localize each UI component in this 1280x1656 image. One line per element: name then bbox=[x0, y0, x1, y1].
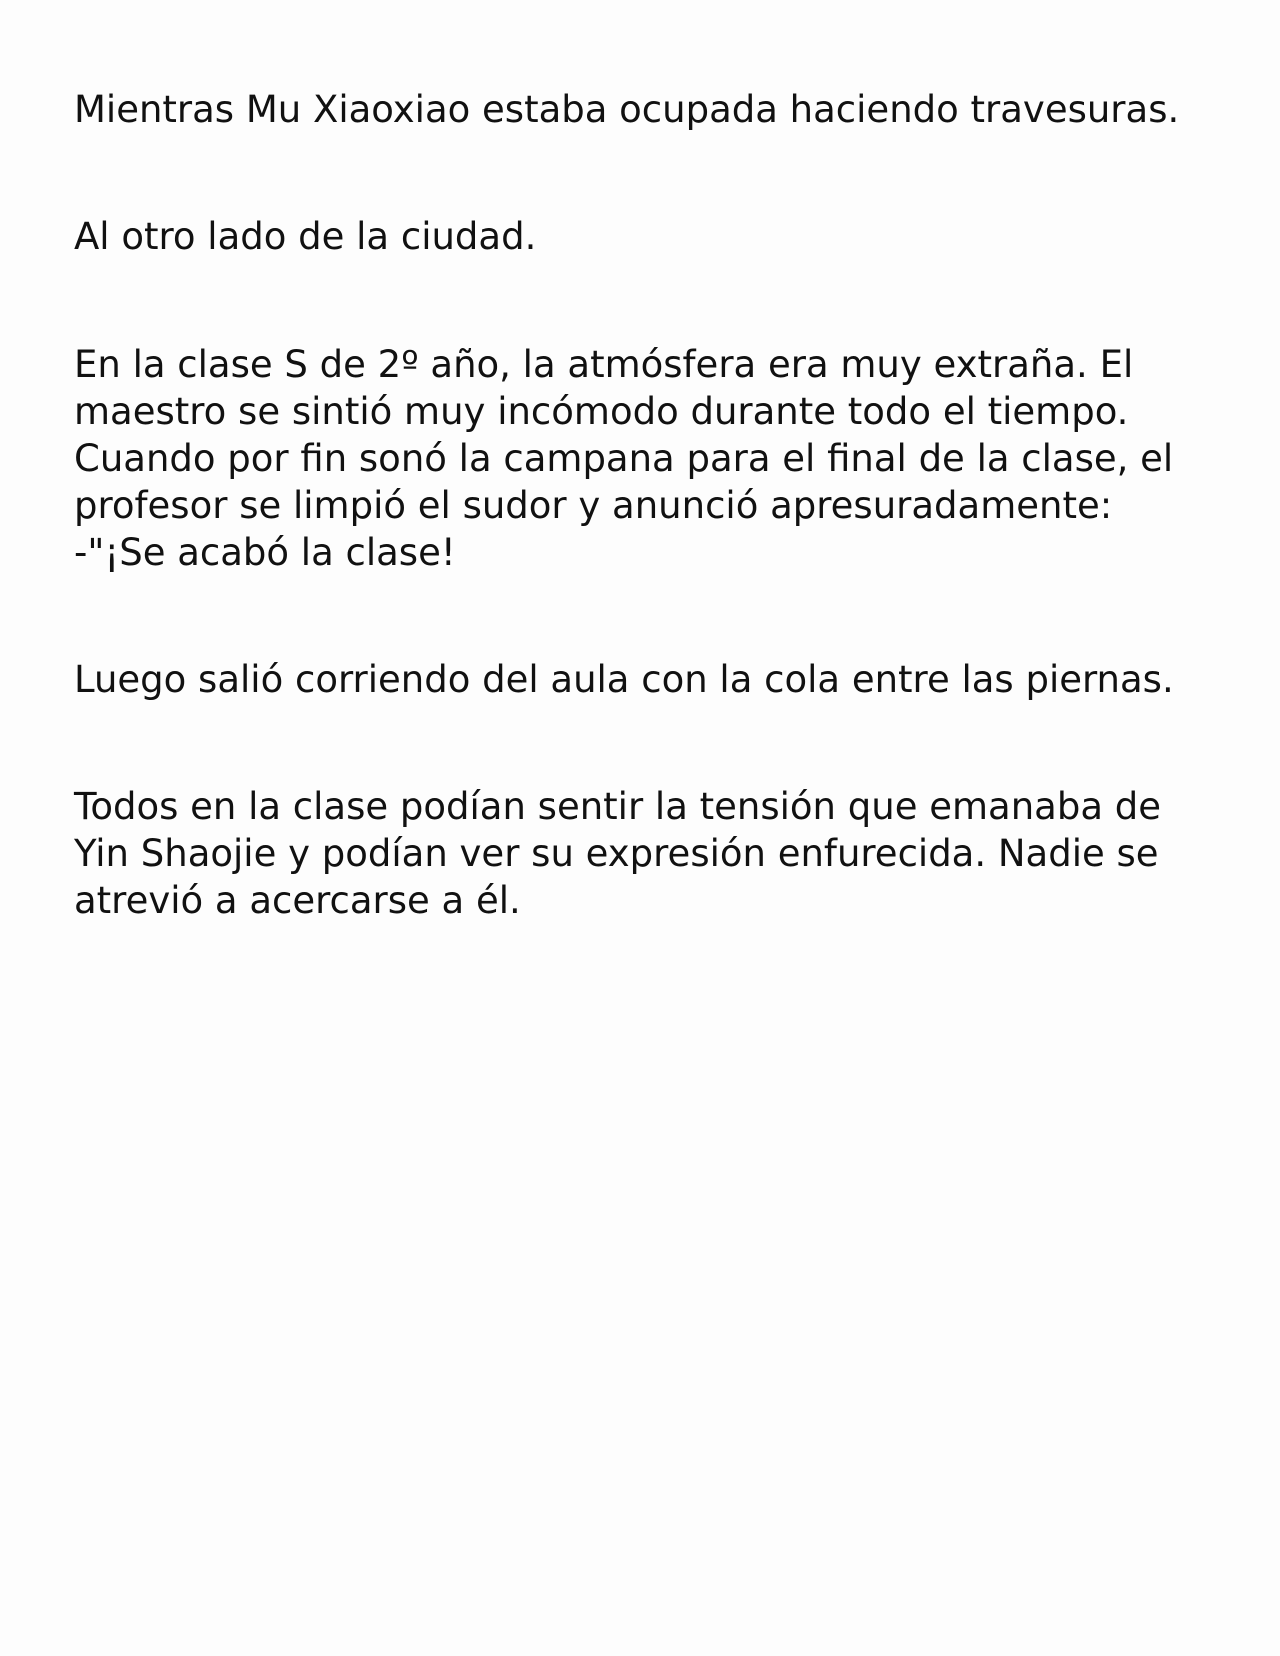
paragraph-line: Mientras Mu Xiaoxiao estaba ocupada haciendo travesuras. bbox=[74, 88, 1180, 131]
paragraph-line: -"¡Se acabó la clase! bbox=[74, 531, 456, 574]
paragraph-4 bbox=[74, 656, 1224, 703]
paragraph-1 bbox=[74, 86, 1224, 133]
paragraph-2 bbox=[74, 213, 1224, 260]
paragraph-line: Al otro lado de la ciudad. bbox=[74, 215, 537, 258]
paragraph-line: maestro se sintió muy incómodo durante todo el tiempo. bbox=[74, 390, 1129, 433]
paragraph-line: Luego salió corriendo del aula con la cola entre las piernas. bbox=[74, 658, 1174, 701]
paragraph-line: Cuando por fin sonó la campana para el final de la clase, el bbox=[74, 437, 1174, 480]
paragraph-line: profesor se limpió el sudor y anunció apresuradamente: bbox=[74, 484, 1113, 527]
paragraph-line: Todos en la clase podían sentir la tensión que emanaba de bbox=[74, 785, 1162, 828]
paragraph-5 bbox=[74, 783, 1224, 924]
paragraph-line: Yin Shaojie y podían ver su expresión enfurecida. Nadie se bbox=[74, 832, 1159, 875]
paragraph-3 bbox=[74, 341, 1224, 576]
paragraph-line: En la clase S de 2º año, la atmósfera era muy extraña. El bbox=[74, 343, 1134, 386]
paragraph-line: atrevió a acercarse a él. bbox=[74, 879, 521, 922]
